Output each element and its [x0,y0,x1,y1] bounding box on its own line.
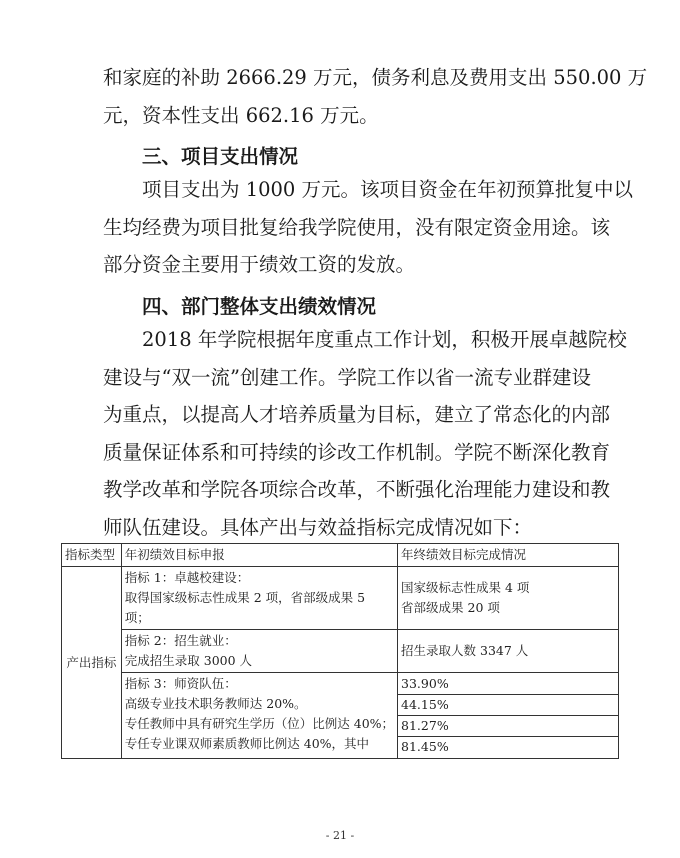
header-initial-target: 年初绩效目标申报 [121,544,397,567]
text-line: 质量保证体系和可持续的诊改工作机制。学院不断深化教育 [103,440,611,464]
performance-indicator-table [61,543,619,759]
header-final-result: 年终绩效目标完成情况 [398,544,619,567]
text-line: 元，资本性支出 662.16 万元。 [103,103,379,127]
result-cell [398,567,619,630]
table-row [62,630,619,673]
cell-line: 取得国家级标志性成果 2 项，省部级成果 5 [124,590,366,605]
text-line: 建设与“双一流”创建工作。学院工作以省一流专业群建设 [103,365,591,389]
cell-line: 指标 1：卓越校建设： [124,570,250,585]
cell-line: 专任教师中具有研究生学历（位）比例达 40%； [124,716,395,731]
cell-line: 81.45% [401,739,449,754]
header-indicator-type: 指标类型 [62,544,122,567]
cell-line: 国家级标志性成果 4 项 [401,580,530,595]
text-line: 部分资金主要用于绩效工资的发放。 [103,253,416,276]
cell-line: 高级专业技术职务教师达 20%。 [124,696,307,711]
text-line: 生均经费为项目批复给我学院使用，没有限定资金用途。该 [103,215,611,239]
text-line: 教学改革和学院各项综合改革，不断强化治理能力建设和教 [103,478,611,501]
text-line: 2018 年学院根据年度重点工作计划，积极开展卓越院校 [142,328,627,351]
paragraph-expenditure-summary [103,59,648,134]
cell-line: 33.90% [398,674,618,695]
cell-line: 指标 3：师资队伍： [124,676,237,691]
cell-line: 指标 2：招生就业： [124,633,237,648]
table-row [62,567,619,630]
paragraph-performance [103,321,627,546]
cell-line: 81.27% [398,716,618,737]
result-cell [398,673,619,759]
cell-line: 招生录取人数 3347 人 [401,643,529,658]
text-line: 和家庭的补助 2666.29 万元，债务利息及费用支出 550.00 万 [103,66,648,89]
table-header-row [62,544,619,567]
text-line: 为重点，以提高人才培养质量为目标，建立了常态化的内部 [103,403,611,426]
paragraph-project-expenditure [103,171,634,284]
text-line: 师队伍建设。具体产出与效益指标完成情况如下： [103,515,533,539]
cell-line: 44.15% [398,695,618,716]
text-line: 项目支出为 1000 万元。该项目资金在年初预算批复中以 [142,178,634,201]
result-cell [398,630,619,673]
category-cell: 产出指标 [62,567,122,759]
page-number: - 21 - [325,829,355,842]
section-heading-project-expenditure: 三、项目支出情况 [142,145,299,168]
cell-line: 省部级成果 20 项 [401,600,500,615]
cell-line: 项； [124,610,150,625]
target-cell [121,673,397,759]
table-row [62,673,619,759]
section-heading-performance: 四、部门整体支出绩效情况 [142,295,377,318]
cell-line: 完成招生录取 3000 人 [124,653,253,668]
cell-line: 专任专业课双师素质教师比例达 40%，其中 [124,736,370,751]
target-cell [121,567,397,630]
target-cell [121,630,397,673]
